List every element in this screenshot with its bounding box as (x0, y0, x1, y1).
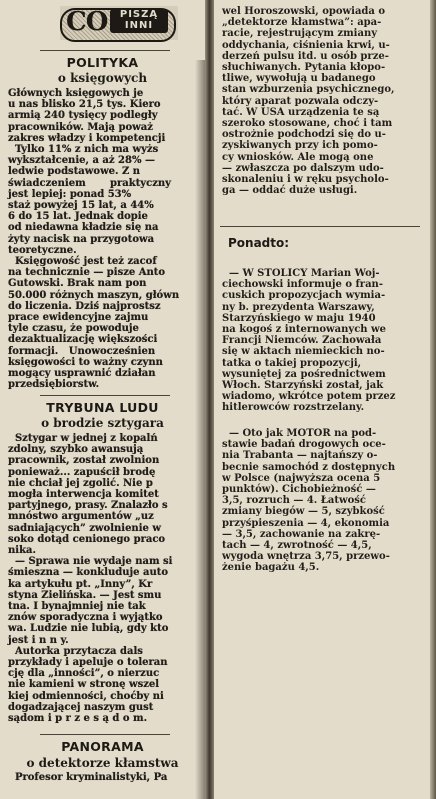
ponadto-heading: Ponadto: (228, 236, 290, 250)
page-edge-shadow (195, 60, 205, 799)
polityka-source: POLITYKA (66, 55, 139, 70)
stolica-item: — W STOLICY Marian Woj- ciechowski informuje o fran- cuskich propozycjach wymia- ny b. prezydenta Warszawy, Starzyńskiego w maju 1940 na kogoś z internowanych we Francji Niemców. Zachowała się w aktach niemieckich no- tatka o takiej propozycji, wysuniętej za pośrednictwem Włoch. Starzyński został, jak wiadomo, wkrótce potem przez hitlerowców rozstrzelany. (222, 268, 396, 414)
panorama-body: Profesor kryminalistyki, Pa (8, 772, 168, 783)
divider (40, 395, 170, 396)
trybuna-source: TRYBUNA LUDU (46, 400, 159, 415)
polityka-title: o księgowych (57, 71, 148, 85)
page-gutter (205, 0, 214, 799)
divider (40, 50, 170, 51)
logo-box (110, 9, 168, 33)
panorama-source: PANORAMA (61, 739, 144, 754)
panorama-continued-body: wel Horoszowski, opowiada o „detektorze kłamstwa”: apa- racie, rejestrującym zmiany oddychania, ciśnienia krwi, u- derzeń pulsu itd. u osób prze- słuchiwanych. Pytania kłopo- tliwe, wywołują u badanego stan wzburzenia psychicznego, który aparat pozwala odczy- tać. W USA urządzenia te są szeroko stosowane, choć i tam ostrożnie podchodzi się do u- zyskiwanych przy ich pomo- cy wniosków. Ale mogą one — zwłaszcza po dalszym udo- skonaleniu i w ręku psycholo- ga — oddać duże usługi. (222, 6, 395, 197)
logo-word-pisza: PISZĄ (119, 9, 159, 20)
column-logo (60, 6, 178, 40)
trybuna-title: o brodzie sztygara (41, 416, 164, 430)
left-column (0, 0, 205, 799)
logo-word-inni: INNI (124, 20, 154, 31)
panorama-title: o detektorze kłamstwa (26, 756, 179, 770)
trybuna-body: Sztygar w jednej z kopalń zdolny, szybko awansują pracownik, został zwolnion ponieważ... zapuścił brodę nie chciał jej zgolić. Nie p mogła interwencja komitet partyjnego, prasy. Znalazło s mnóstwo argumentów „uz sadniających” zwolnienie w soko dotąd cenionego praco nika. — Sprawa nie wydaje nam si śmieszna — konkluduje auto ka artykułu pt. „Inny”, Kr styna Zielińska. — Jest smu tna. I bynajmniej nie tak znów sporadyczna i wyjątko wa. Ludzie nie lubią, gdy kto jest i n n y. Autorka przytacza dals przykłady i apeluje o toleran cję dla „inności”, o nierzuc nie kamieni w stronę wszel kiej odmienności, choćby ni dogadzającej naszym gust sądom i p r z e s ą d o m. (8, 433, 173, 725)
right-column (214, 0, 436, 799)
page-fold (430, 0, 436, 799)
motor-item: — Oto jak MOTOR na pod- stawie badań drogowych oce- nia Trabanta — najtańszy o- becnie samochód z dostępnych w Polsce (najwyższa ocena 5 punktów). Cichobieżność — 3,5, rozruch — 4. Łatwość zmiany biegów — 5, szybkość przyśpieszenia — 4, ekonomia — 3,5, zachowanie na zakrę- tach — 4, zwrotność — 4,5, wygoda wnętrza 3,75, przewo- żenie bagażu 4,5. (222, 428, 396, 574)
divider (220, 226, 420, 227)
logo-co: CO (66, 7, 108, 37)
polityka-body: Głównych księgowych je u nas blisko 21,5 tys. Kiero armią 240 tysięcy podległy pracowników. Mają poważ zakres władzy i kompetencji Tylko 11% z nich ma wyżs wykształcenie, a aż 28% — ledwie podstawowe. Z n świadczeniem praktyczny jest lepiej: ponad 53% staż powyżej 15 lat, a 44% 6 do 15 lat. Jednak dopie od niedawna kładzie się na żyty nacisk na przygotowa teoretyczne. Księgowość jest też zacof na technicznie — pisze Anto Gutowski. Brak nam pon 50.000 różnych maszyn, główn do liczenia. Dziś najprostsz prace ewidencyjne zajmu tyle czasu, że powoduje dezaktualizację większości formacji. Unowocześnien księgowości to ważny czynn mogący usprawnić działan przedsiębiorstw. (8, 88, 180, 391)
divider (40, 734, 170, 735)
